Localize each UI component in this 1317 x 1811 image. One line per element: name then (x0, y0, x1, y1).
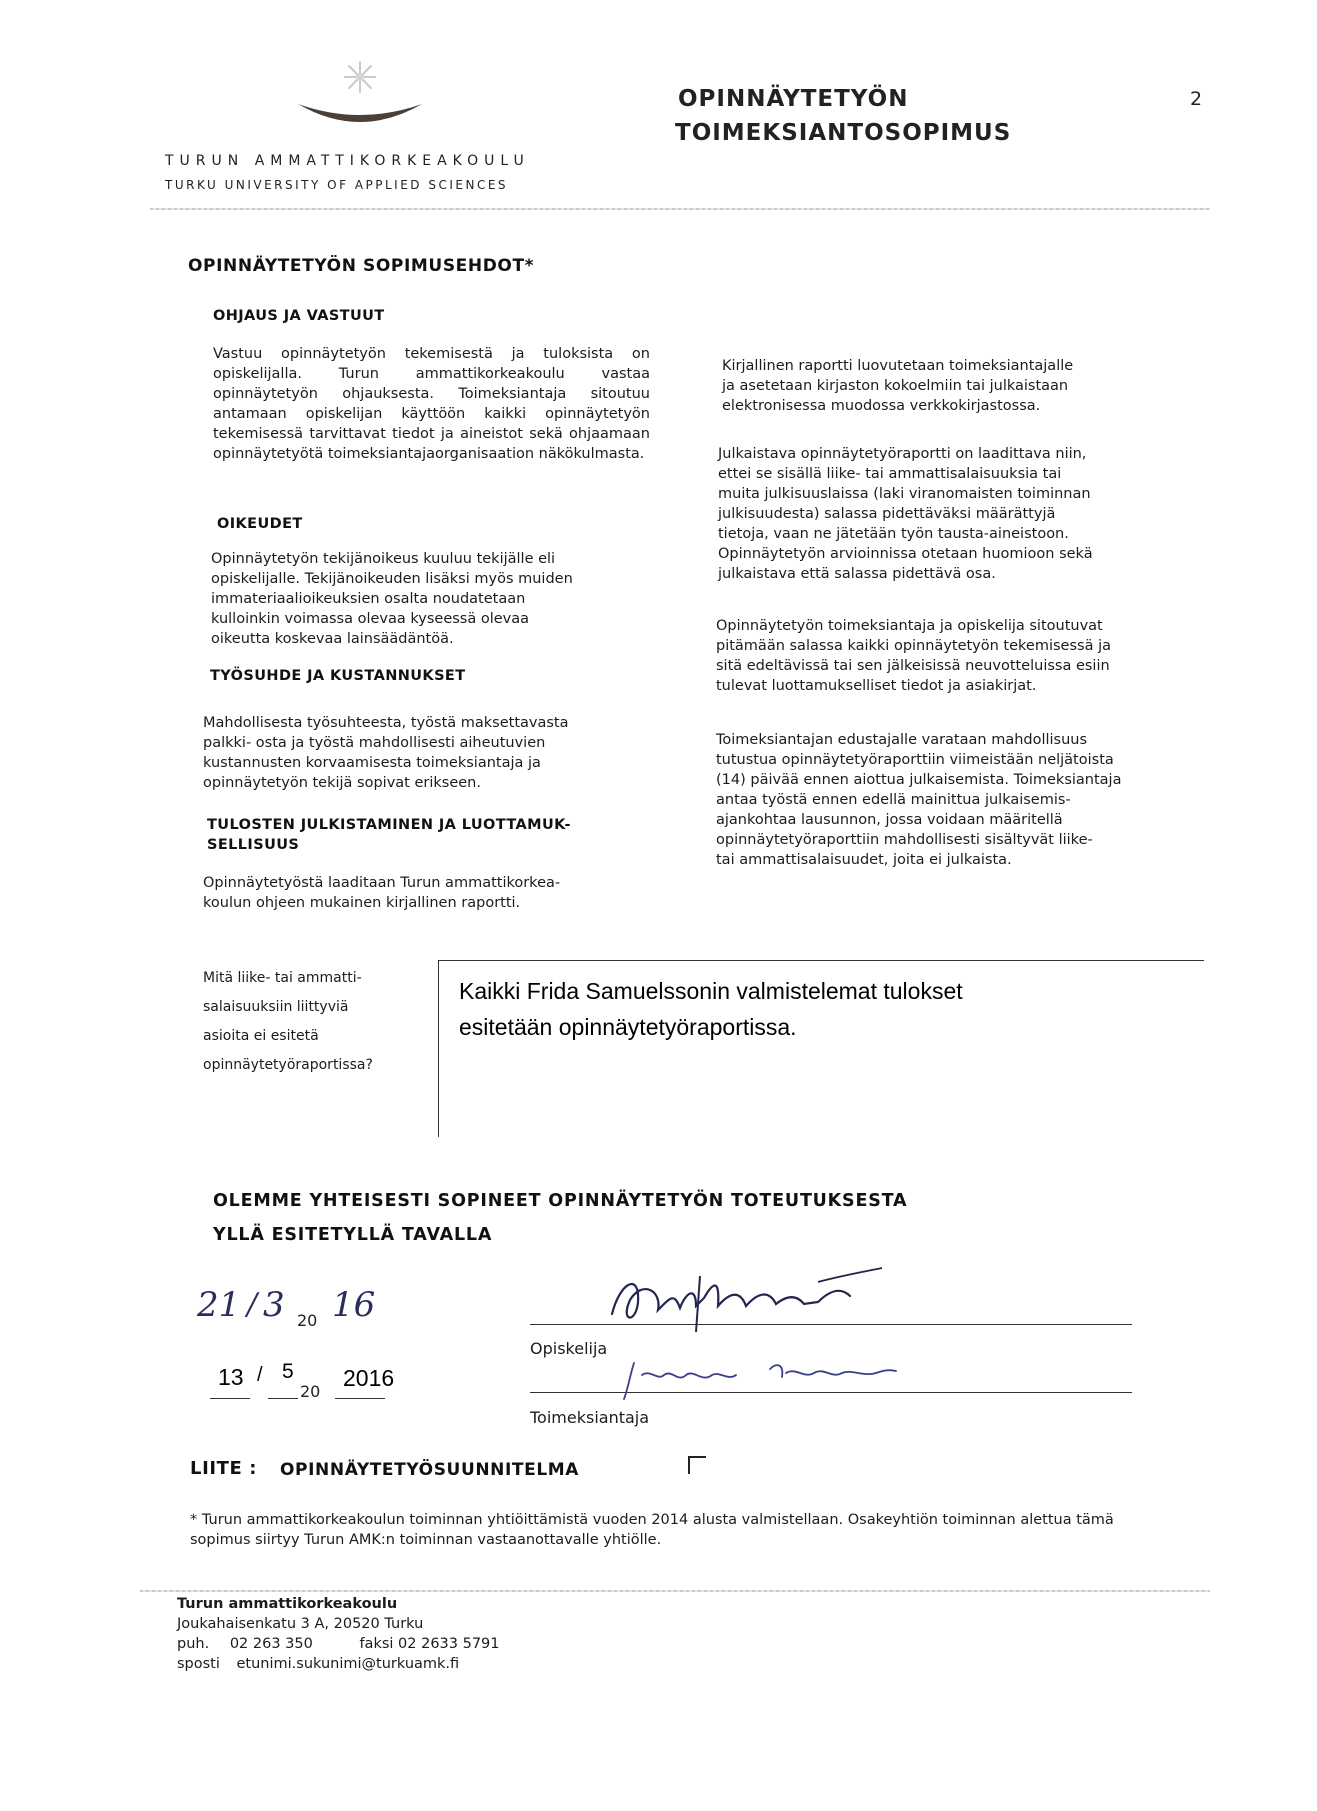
date-client-line-month (268, 1398, 298, 1399)
date-student-month: 3 (263, 1285, 285, 1325)
attachment-label: LIITE : (190, 1458, 258, 1479)
document-title (675, 82, 1012, 150)
attachment-name: OPINNÄYTETYÖSUUNNITELMA (280, 1460, 580, 1480)
footer-divider (140, 1590, 1210, 1592)
oikeudet-text: Opinnäytetyön tekijänoikeus kuuluu tekijälle eli opiskelijalle. Tekijänoikeuden lisäksi myös muiden immateriaalioikeuksien osalta noudatetaan kulloinkin voimassa olevaa kyseessä olevaa oikeutta koskevaa lainsäädäntöä. (211, 551, 573, 647)
logo-emblem-icon (290, 52, 430, 142)
ohjaus-text: Vastuu opinnäytetyön tekemisestä ja tuloksista on opiskelijalla. Turun ammattikorkeakoulu vastaa opinnäytetyön ohjauksesta. Toimeksiantaja sitoutuu antamaan opiskelijan käyttöön kaikki opinnäytetyön tekemisessä tarvittavat tiedot ja aineistot sekä ohjaamaan opinnäytetyötä toimeksiantajaorganisaation näkökulmasta. (213, 346, 650, 462)
document-title-line2: TOIMEKSIANTOSOPIMUS (675, 120, 1012, 146)
footer-email[interactable]: etunimi.sukunimi@turkuamk.fi (236, 1656, 460, 1672)
page-number: 2 (1190, 88, 1203, 110)
client-signature (620, 1345, 900, 1405)
tulosten-heading: TULOSTEN JULKISTAMINEN JA LUOTTAMUK- SELLISUUS (207, 817, 571, 853)
tyosuhde-heading: TYÖSUHDE JA KUSTANNUKSET (210, 668, 466, 684)
footer-address: Joukahaisenkatu 3 A, 20520 Turku (177, 1616, 424, 1632)
confidentiality-answer: Kaikki Frida Samuelssonin valmistelemat tulokset esitetään opinnäytetyöraportissa. (459, 978, 963, 1040)
right-paragraph-4: Toimeksiantajan edustajalle varataan mahdollisuus tutustua opinnäytetyöraporttiin viimeistään neljätoista (14) päivää ennen aiottua julkaisemista. Toimeksiantaja antaa työstä ennen edellä mainittua julkaisemis- ajankohtaa lausunnon, jossa voidaan määritellä opinnäytetyöraporttiin mahdollisesti sisältyvät liike- tai ammattisalaisuudet, joita ei julkaista. (716, 732, 1122, 868)
org-name-fi: TURUN AMMATTIKORKEAKOULU (165, 153, 530, 169)
footer-org: Turun ammattikorkeakoulu (177, 1596, 398, 1612)
date-client-line-year (335, 1398, 385, 1399)
agreement-statement: OLEMME YHTEISESTI SOPINEET OPINNÄYTETYÖN TOTEUTUKSESTA YLLÄ ESITETYLLÄ TAVALLA (213, 1191, 908, 1245)
footer-email-row (177, 1654, 459, 1674)
date-student-prefix: 20 (297, 1311, 318, 1330)
right-paragraph-3: Opinnäytetyön toimeksiantaja ja opiskelija sitoutuvat pitämään salassa kaikki opinnäytetyön tekemisessä ja sitä edeltävissä tai sen jälkeisissä neuvotteluissa esiin tulevat luottamukselliset tiedot ja asiakirjat. (716, 618, 1111, 694)
university-logo (290, 52, 430, 142)
date-client-line-day (210, 1398, 250, 1399)
date-student-year: 16 (332, 1285, 376, 1325)
org-name-en: TURKU UNIVERSITY OF APPLIED SCIENCES (165, 178, 509, 192)
date-client-separator: / (257, 1364, 263, 1386)
client-label: Toimeksiantaja (530, 1408, 650, 1427)
ohjaus-heading: OHJAUS JA VASTUUT (213, 308, 385, 324)
date-student-day: 21 (197, 1285, 241, 1325)
footer-email-label: sposti (177, 1656, 220, 1672)
footer-fax: faksi 02 2633 5791 (359, 1636, 500, 1652)
footer-phone: 02 263 350 (229, 1636, 313, 1652)
confidentiality-question: Mitä liike- tai ammatti- salaisuuksiin liittyviä asioita ei esitetä opinnäytetyöraportissa? (203, 970, 373, 1073)
tyosuhde-text: Mahdollisesta työsuhteesta, työstä maksettavasta palkki- osta ja työstä mahdollisesti aiheutuvien kustannusten korvaamisesta toimeksiantaja ja opinnäytetyön tekijä sopivat erikseen. (203, 715, 569, 791)
footnote: * Turun ammattikorkeakoulun toiminnan yhtiöittämistä vuoden 2014 alusta valmistellaan. Osakeyhtiön toiminnan alettua tämä sopimus siirtyy Turun AMK:n toiminnan vastaanottavalle yhtiölle. (190, 1512, 1114, 1548)
section-title: OPINNÄYTETYÖN SOPIMUSEHDOT* (188, 256, 535, 276)
document-title-line1: OPINNÄYTETYÖN (678, 86, 909, 112)
right-paragraph-2: Julkaistava opinnäytetyöraportti on laadittava niin, ettei se sisällä liike- tai ammattisalaisuuksia tai muita julkisuuslaissa (laki viranomaisten toiminnan julkisuudesta) salassa pidettäväksi määrättyjä tietoja, vaan ne jätetään työn tausta-aineistoon. Opinnäytetyön arvioinnissa otetaan huomioon sekä julkaistava että salassa pidettävä osa. (718, 446, 1093, 582)
date-client-day: 13 (218, 1364, 244, 1390)
date-client-month: 5 (282, 1360, 294, 1383)
date-client-year: 2016 (343, 1365, 395, 1391)
date-client-prefix: 20 (300, 1382, 321, 1401)
header-divider (150, 208, 1210, 210)
answer-box (438, 960, 1204, 1137)
date-client (210, 1360, 420, 1410)
student-label: Opiskelija (530, 1339, 608, 1358)
student-signature (600, 1262, 890, 1342)
date-student (195, 1285, 385, 1335)
oikeudet-heading: OIKEUDET (217, 516, 303, 532)
tulosten-text: Opinnäytetyöstä laaditaan Turun ammattikorkea- koulun ohjeen mukainen kirjallinen raportti. (203, 875, 561, 911)
attachment-checkbox[interactable] (688, 1456, 706, 1474)
date-separator: / (247, 1287, 258, 1322)
right-paragraph-1: Kirjallinen raportti luovutetaan toimeksiantajalle ja asetetaan kirjaston kokoelmiin tai julkaistaan elektronisessa muodossa verkkokirjastossa. (722, 358, 1074, 414)
footer-phone-label: puh. (177, 1636, 210, 1652)
footer-phone-row (177, 1634, 500, 1654)
